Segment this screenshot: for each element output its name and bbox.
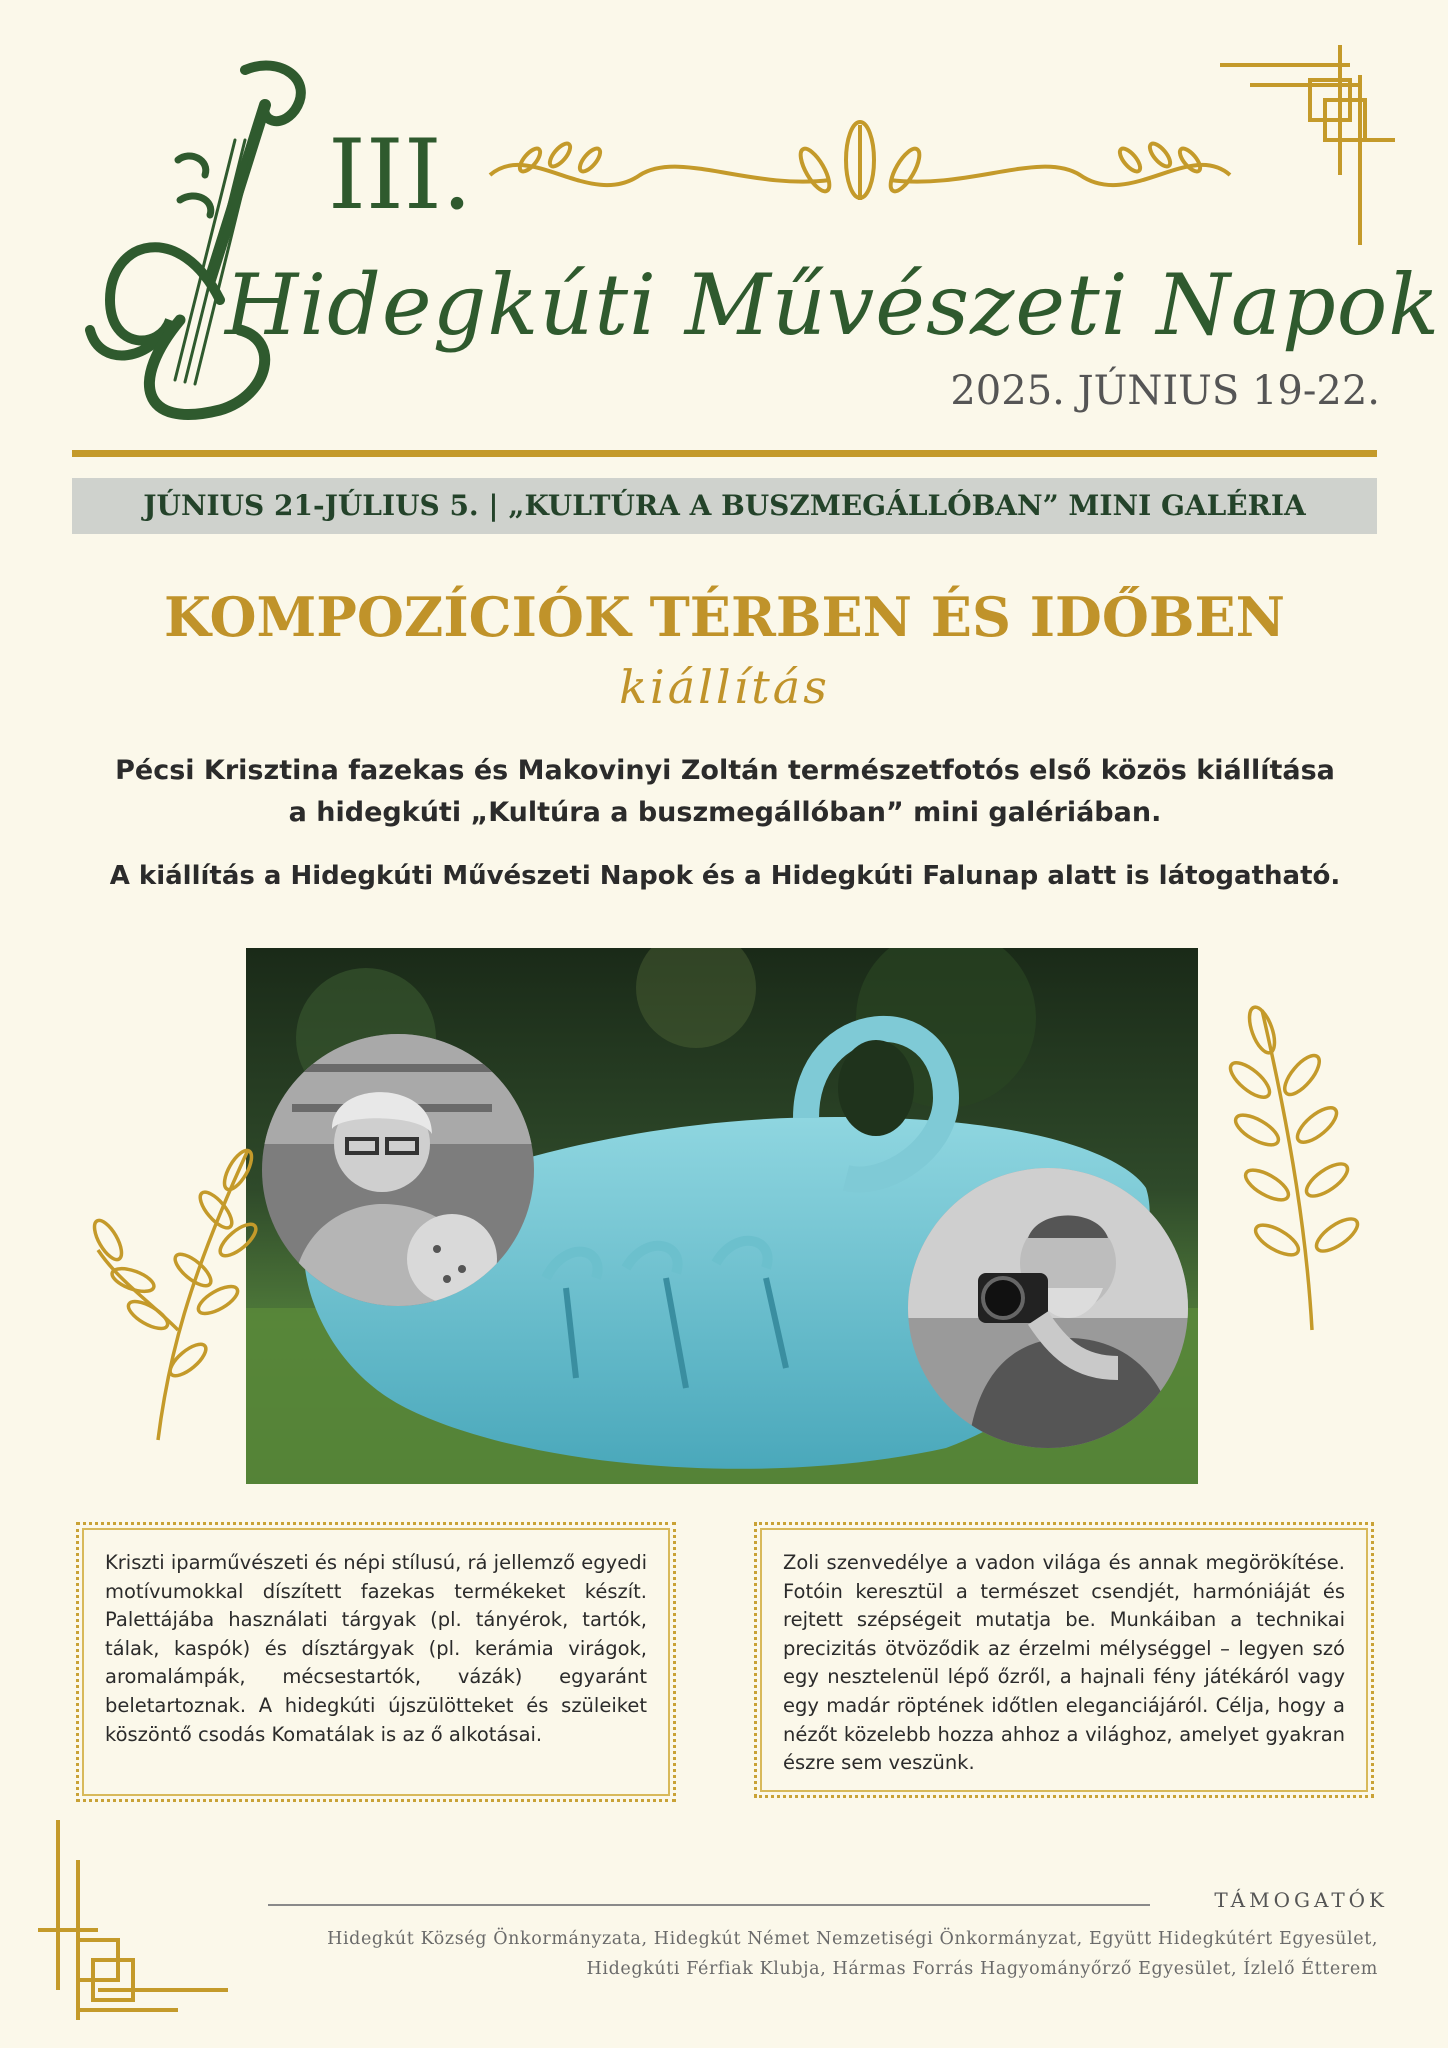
leaf-branch-icon xyxy=(1222,1000,1382,1340)
sponsors-list xyxy=(250,1924,1378,1984)
visiting-note: A kiállítás a Hidegkúti Művészeti Napok és a Hidegkúti Falunap alatt is látogatható. xyxy=(109,861,1341,891)
potter-description-box xyxy=(76,1522,676,1802)
potter-description: Kriszti iparművészeti és népi stílusú, rá jellemző egyedi motívumokkal díszített fazekas termékeket készít. Palettájába használati tárgyak (pl. tányérok, tartók, tálak, kaspók) és dísztárgyak (pl. kerámia virágok, aromalámpák, mécsestartók, vázák) egyaránt beletartoznak. A hidegkúti újszülötteket és szüleiket köszöntő csodás Komatálak is az ő alkotásai. xyxy=(105,1551,647,1746)
intro-line-2: a hidegkúti „Kultúra a buszmegállóban” mini galériában. xyxy=(288,797,1162,828)
event-banner: JÚNIUS 21-JÚLIUS 5. | „KULTÚRA A BUSZMEGÁLLÓBAN” MINI GALÉRIA xyxy=(72,478,1377,534)
edition-numeral: III. xyxy=(328,119,473,231)
leaf-vine-icon xyxy=(470,120,1250,240)
exhibition-subtitle: kiállítás xyxy=(619,660,830,714)
intro-line-1: Pécsi Krisztina fazekas és Makovinyi Zoltán természetfotós első közös kiállítása xyxy=(115,755,1335,786)
sponsors-line-1: Hidegkút Község Önkormányzata, Hidegkút Német Nemzetiségi Önkormányzat, Együtt Hidegkútért Egyesület, xyxy=(327,1929,1378,1949)
leaf-branch-icon xyxy=(88,1130,278,1450)
footer-divider xyxy=(268,1904,1180,1906)
photographer-description-box xyxy=(754,1522,1374,1798)
photographer-description: Zoli szenvedélye a vadon világa és annak megörökítése. Fotóin keresztül a természet csendjét, harmóniáját és rejtett szépségeit mutatja be. Munkáiban a technikai precizitás ötvöződik az érzelmi mélységgel – legyen szó egy nesztelenül lépő őzről, a hajnali fény játékáról vagy egy madár röptének időtlen eleganciájáról. Célja, hogy a nézőt közelebb hozza ahhoz a világhoz, amelyet gyakran észre sem veszünk. xyxy=(783,1551,1345,1775)
festival-date: 2025. JÚNIUS 19-22. xyxy=(950,368,1380,414)
gold-corner-ornament-icon xyxy=(38,1820,238,2020)
exhibition-title: KOMPOZÍCIÓK TÉRBEN ÉS IDŐBEN xyxy=(163,585,1286,649)
intro-text xyxy=(100,750,1350,834)
potter-portrait xyxy=(262,1034,534,1306)
photographer-portrait xyxy=(908,1168,1188,1448)
sponsors-line-2: Hidegkúti Férfiak Klubja, Hármas Forrás Hagyományőrző Egyesület, Ízlelő Étterem xyxy=(586,1959,1378,1979)
festival-title: Hidegkúti Művészeti Napok xyxy=(225,256,1441,354)
divider xyxy=(72,450,1377,457)
sponsors-title: TÁMOGATÓK xyxy=(1150,1888,1388,1912)
